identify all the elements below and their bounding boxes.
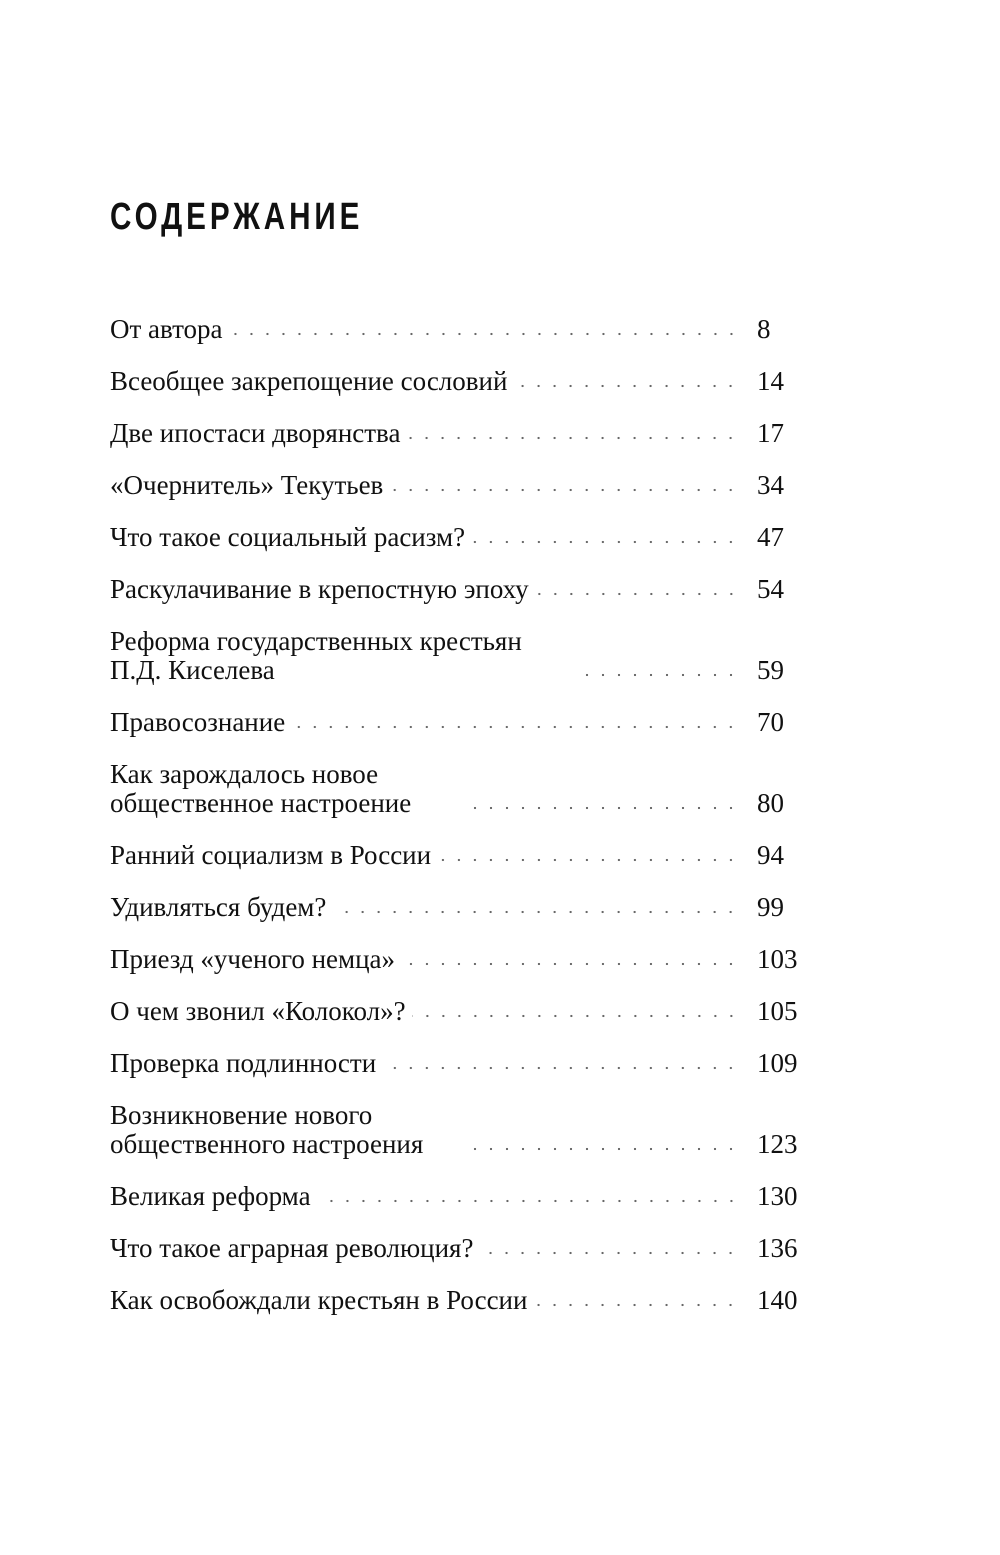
toc-entry[interactable] xyxy=(110,315,810,344)
dot-leader xyxy=(479,1249,739,1257)
toc-entry-title: Как зарождалось новое общественное настроение xyxy=(110,759,412,818)
toc-entry[interactable] xyxy=(110,945,810,974)
toc-entry-page: 99 xyxy=(757,892,784,922)
toc-entry-page: 59 xyxy=(757,655,784,685)
toc-entry[interactable] xyxy=(110,841,810,870)
toc-entry-page: 123 xyxy=(757,1129,798,1159)
toc-entry-title: Реформа государственных крестьян П.Д. Киселева xyxy=(110,626,522,685)
toc-entry-title: От автора xyxy=(110,314,223,344)
dot-leader xyxy=(437,856,739,864)
toc-entry-title: Две ипостаси дворянства xyxy=(110,418,401,448)
dot-leader xyxy=(291,723,739,731)
toc-entry[interactable] xyxy=(110,1286,810,1315)
toc-entry-title: Ранний социализм в России xyxy=(110,840,432,870)
toc-entry-page: 130 xyxy=(757,1181,798,1211)
toc-entry-title: Правосознание xyxy=(110,707,286,737)
toc-entry[interactable] xyxy=(110,1234,810,1263)
dot-leader xyxy=(576,671,739,679)
toc-entry-page: 80 xyxy=(757,788,784,818)
dot-leader xyxy=(317,1197,739,1205)
toc-entry-page: 105 xyxy=(757,996,798,1026)
toc-entry[interactable] xyxy=(110,1101,810,1159)
toc-entry-title: Раскулачивание в крепостную эпоху xyxy=(110,574,529,604)
dot-leader xyxy=(471,538,739,546)
toc-entry-page: 47 xyxy=(757,522,784,552)
dot-leader xyxy=(466,804,739,812)
toc-entry-page: 140 xyxy=(757,1285,798,1315)
toc-entry-title: Проверка подлинности xyxy=(110,1048,377,1078)
toc-entry[interactable] xyxy=(110,471,810,500)
toc-entry-page: 94 xyxy=(757,840,784,870)
toc-entry[interactable] xyxy=(110,1182,810,1211)
toc-entry[interactable] xyxy=(110,760,810,818)
toc-entry[interactable] xyxy=(110,575,810,604)
toc-entry-page: 17 xyxy=(757,418,784,448)
toc-entry-page: 54 xyxy=(757,574,784,604)
dot-leader xyxy=(389,486,739,494)
toc-entry[interactable] xyxy=(110,367,810,396)
toc-entry-page: 103 xyxy=(757,944,798,974)
toc-entry-title: Что такое социальный расизм? xyxy=(110,522,466,552)
dot-leader xyxy=(412,1012,739,1020)
dot-leader xyxy=(535,590,739,598)
toc-entry[interactable] xyxy=(110,419,810,448)
toc-entry-page: 8 xyxy=(757,314,771,344)
toc-entry[interactable] xyxy=(110,997,810,1026)
table-of-contents xyxy=(110,315,810,1338)
toc-entry-page: 14 xyxy=(757,366,784,396)
toc-entry-title: Как освобождали крестьян в России xyxy=(110,1285,528,1315)
toc-entry-title: Всеобщее закрепощение сословий xyxy=(110,366,508,396)
dot-leader xyxy=(533,1301,739,1309)
toc-entry-title: Удивляться будем? xyxy=(110,892,327,922)
toc-entry[interactable] xyxy=(110,893,810,922)
toc-entry-title: «Очернитель» Текутьев xyxy=(110,470,384,500)
toc-entry[interactable] xyxy=(110,627,810,685)
dot-leader xyxy=(513,382,739,390)
toc-entry[interactable] xyxy=(110,708,810,737)
dot-leader xyxy=(466,1145,739,1153)
toc-entry[interactable] xyxy=(110,523,810,552)
toc-entry-page: 34 xyxy=(757,470,784,500)
dot-leader xyxy=(382,1064,739,1072)
dot-leader xyxy=(229,330,739,338)
toc-entry-page: 70 xyxy=(757,707,784,737)
toc-entry-title: Возникновение нового общественного настроения xyxy=(110,1100,424,1159)
toc-entry[interactable] xyxy=(110,1049,810,1078)
toc-entry-title: О чем звонил «Колокол»? xyxy=(110,996,406,1026)
page-title: СОДЕРЖАНИЕ xyxy=(110,196,364,238)
dot-leader xyxy=(401,960,739,968)
toc-entry-title: Великая реформа xyxy=(110,1181,311,1211)
toc-entry-title: Что такое аграрная революция? xyxy=(110,1233,474,1263)
toc-entry-page: 136 xyxy=(757,1233,798,1263)
toc-entry-page: 109 xyxy=(757,1048,798,1078)
dot-leader xyxy=(332,908,739,916)
dot-leader xyxy=(406,434,739,442)
toc-entry-title: Приезд «ученого немца» xyxy=(110,944,396,974)
